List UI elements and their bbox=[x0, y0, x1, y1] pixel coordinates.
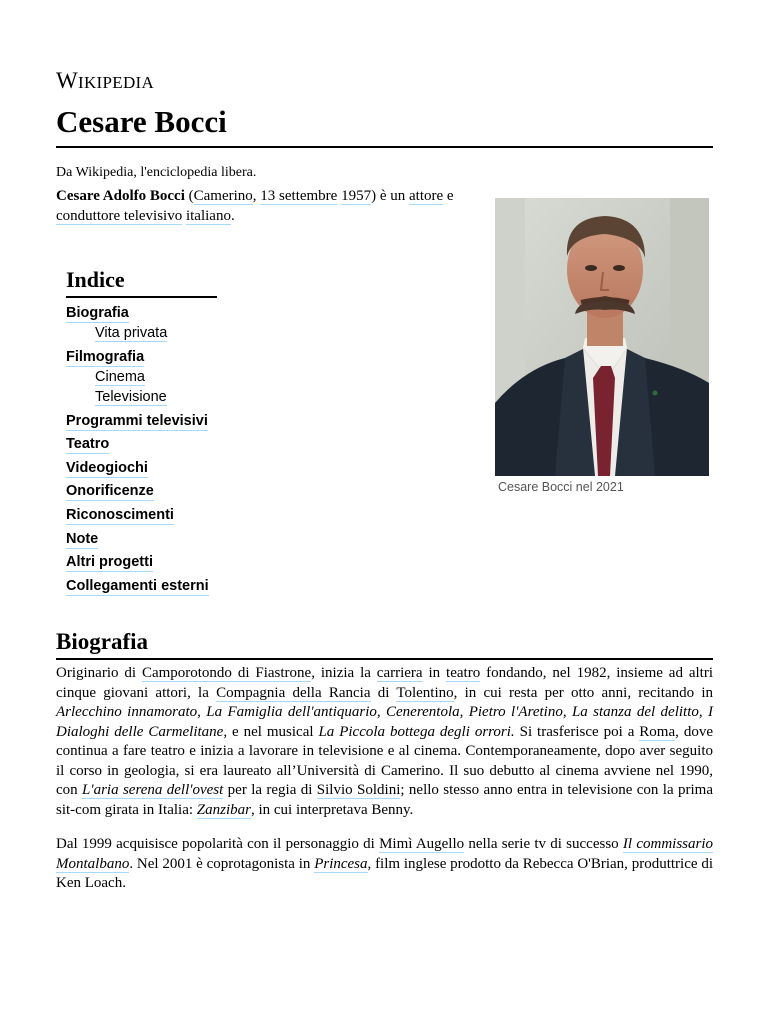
link-mimi-augello[interactable]: Mimì Augello bbox=[379, 836, 465, 852]
link-birthdate[interactable]: 13 settembre bbox=[260, 188, 338, 204]
link-carriera[interactable]: carriera bbox=[376, 665, 423, 681]
link-tolentino[interactable]: Tolentino bbox=[396, 684, 454, 701]
link-teatro[interactable]: teatro bbox=[446, 665, 481, 681]
toc-item-programmi-televisivi[interactable]: Programmi televisivi bbox=[66, 412, 208, 429]
link-compagnia-rancia[interactable]: Compagnia della Rancia bbox=[216, 684, 371, 701]
toc-item-note[interactable]: Note bbox=[66, 530, 99, 547]
wikipedia-wordmark[interactable]: WIKIPEDIA bbox=[56, 68, 155, 93]
toc-item-vita-privata[interactable]: Vita privata bbox=[95, 325, 168, 341]
toc-divider bbox=[66, 296, 217, 298]
table-of-contents bbox=[66, 267, 218, 601]
toc-heading: Indice bbox=[66, 267, 125, 292]
toc-item-videogiochi[interactable]: Videogiochi bbox=[66, 459, 148, 476]
subject-name: Cesare Adolfo Bocci bbox=[56, 188, 185, 204]
toc-item-riconoscimenti[interactable]: Riconoscimenti bbox=[66, 507, 174, 524]
link-commissario-montalbano[interactable]: Il commissario Montalbano bbox=[56, 836, 713, 872]
tagline: Da Wikipedia, l'enciclopedia libera. bbox=[56, 165, 257, 180]
section-heading-biografia: Biografia bbox=[56, 629, 148, 654]
toc-item-cinema[interactable]: Cinema bbox=[95, 369, 145, 386]
portrait-photo[interactable] bbox=[495, 198, 709, 476]
lead-paragraph: Cesare Adolfo Bocci (Camerino, 13 settembre 1957) è un attore e conduttore televisivo italiano. bbox=[56, 188, 454, 224]
toc-item-collegamenti-esterni[interactable]: Collegamenti esterni bbox=[66, 577, 209, 594]
toc-item-biografia[interactable]: Biografia bbox=[66, 305, 129, 321]
link-camporotondo[interactable]: Camporotondo di Fiastrone bbox=[141, 665, 312, 681]
toc-item-teatro[interactable]: Teatro bbox=[66, 436, 110, 453]
page-title: Cesare Bocci bbox=[56, 104, 227, 139]
link-silvio-soldini[interactable]: Silvio Soldini bbox=[316, 782, 401, 798]
biografia-paragraph-2: Dal 1999 acquisisce popolarità con il personaggio di Mimì Augello nella serie tv di successo Il commissario Montalbano. Nel 2001 è coprotagonista in Princesa, film inglese prodotto da Rebecca O'Brian, produttrice di Ken Loach. bbox=[56, 836, 714, 891]
stage-works: Arlecchino innamorato, La Famiglia dell'antiquario, Cenerentola, Pietro l'Aretino, La stanza del delitto, I Dialoghi delle Carmelitane, bbox=[56, 704, 713, 740]
infobox bbox=[495, 198, 709, 494]
link-zanzibar[interactable]: Zanzibar bbox=[196, 801, 251, 818]
link-aria-serena[interactable]: L'aria serena dell'ovest bbox=[82, 782, 224, 798]
musical-title: La Piccola bottega degli orrori. bbox=[318, 723, 515, 740]
link-roma[interactable]: Roma bbox=[639, 723, 676, 740]
biografia-paragraph-1: Originario di Camporotondo di Fiastrone, inizia la carriera in teatro fondando, nel 1982, insieme ad altri cinque giovani attori, la Compagnia della Rancia di Tolentino, in cui resta per otto anni, recitando in Arlecchino innamorato, La Famiglia dell'antiquario, Cenerentola, Pietro l'Aretino, La stanza del delitto, I Dialoghi delle Carmelitane, e nel musical La Piccola bottega degli orrori. Si trasferisce poi a Roma, dove continua a fare teatro e inizia a lavorare in televisione e al cinema. Contemporaneamente, dopo aver seguito il corso in geologia, si era laureato all’Università di Camerino. Il suo debutto al cinema avviene nel 1990, con L'aria serena dell'ovest per la regia di Silvio Soldini; nello stesso anno entra in televisione con la prima sit-com girata in Italia: Zanzibar, in cui interpretava Benny. bbox=[56, 665, 713, 818]
link-birthplace[interactable]: Camerino bbox=[193, 188, 253, 204]
image-caption: Cesare Bocci nel 2021 bbox=[498, 480, 624, 494]
toc-item-altri-progetti[interactable]: Altri progetti bbox=[66, 554, 153, 571]
link-princesa[interactable]: Princesa bbox=[314, 855, 368, 872]
link-tv-host[interactable]: conduttore televisivo bbox=[56, 207, 183, 224]
link-birthyear[interactable]: 1957 bbox=[341, 188, 372, 204]
section-divider bbox=[56, 658, 713, 660]
toc-item-televisione[interactable]: Televisione bbox=[95, 388, 167, 405]
toc-item-filmografia[interactable]: Filmografia bbox=[66, 349, 145, 366]
link-actor[interactable]: attore bbox=[409, 188, 444, 204]
link-italian[interactable]: italiano bbox=[185, 207, 231, 224]
toc-item-onorificenze[interactable]: Onorificenze bbox=[66, 483, 154, 500]
title-divider bbox=[56, 146, 713, 148]
